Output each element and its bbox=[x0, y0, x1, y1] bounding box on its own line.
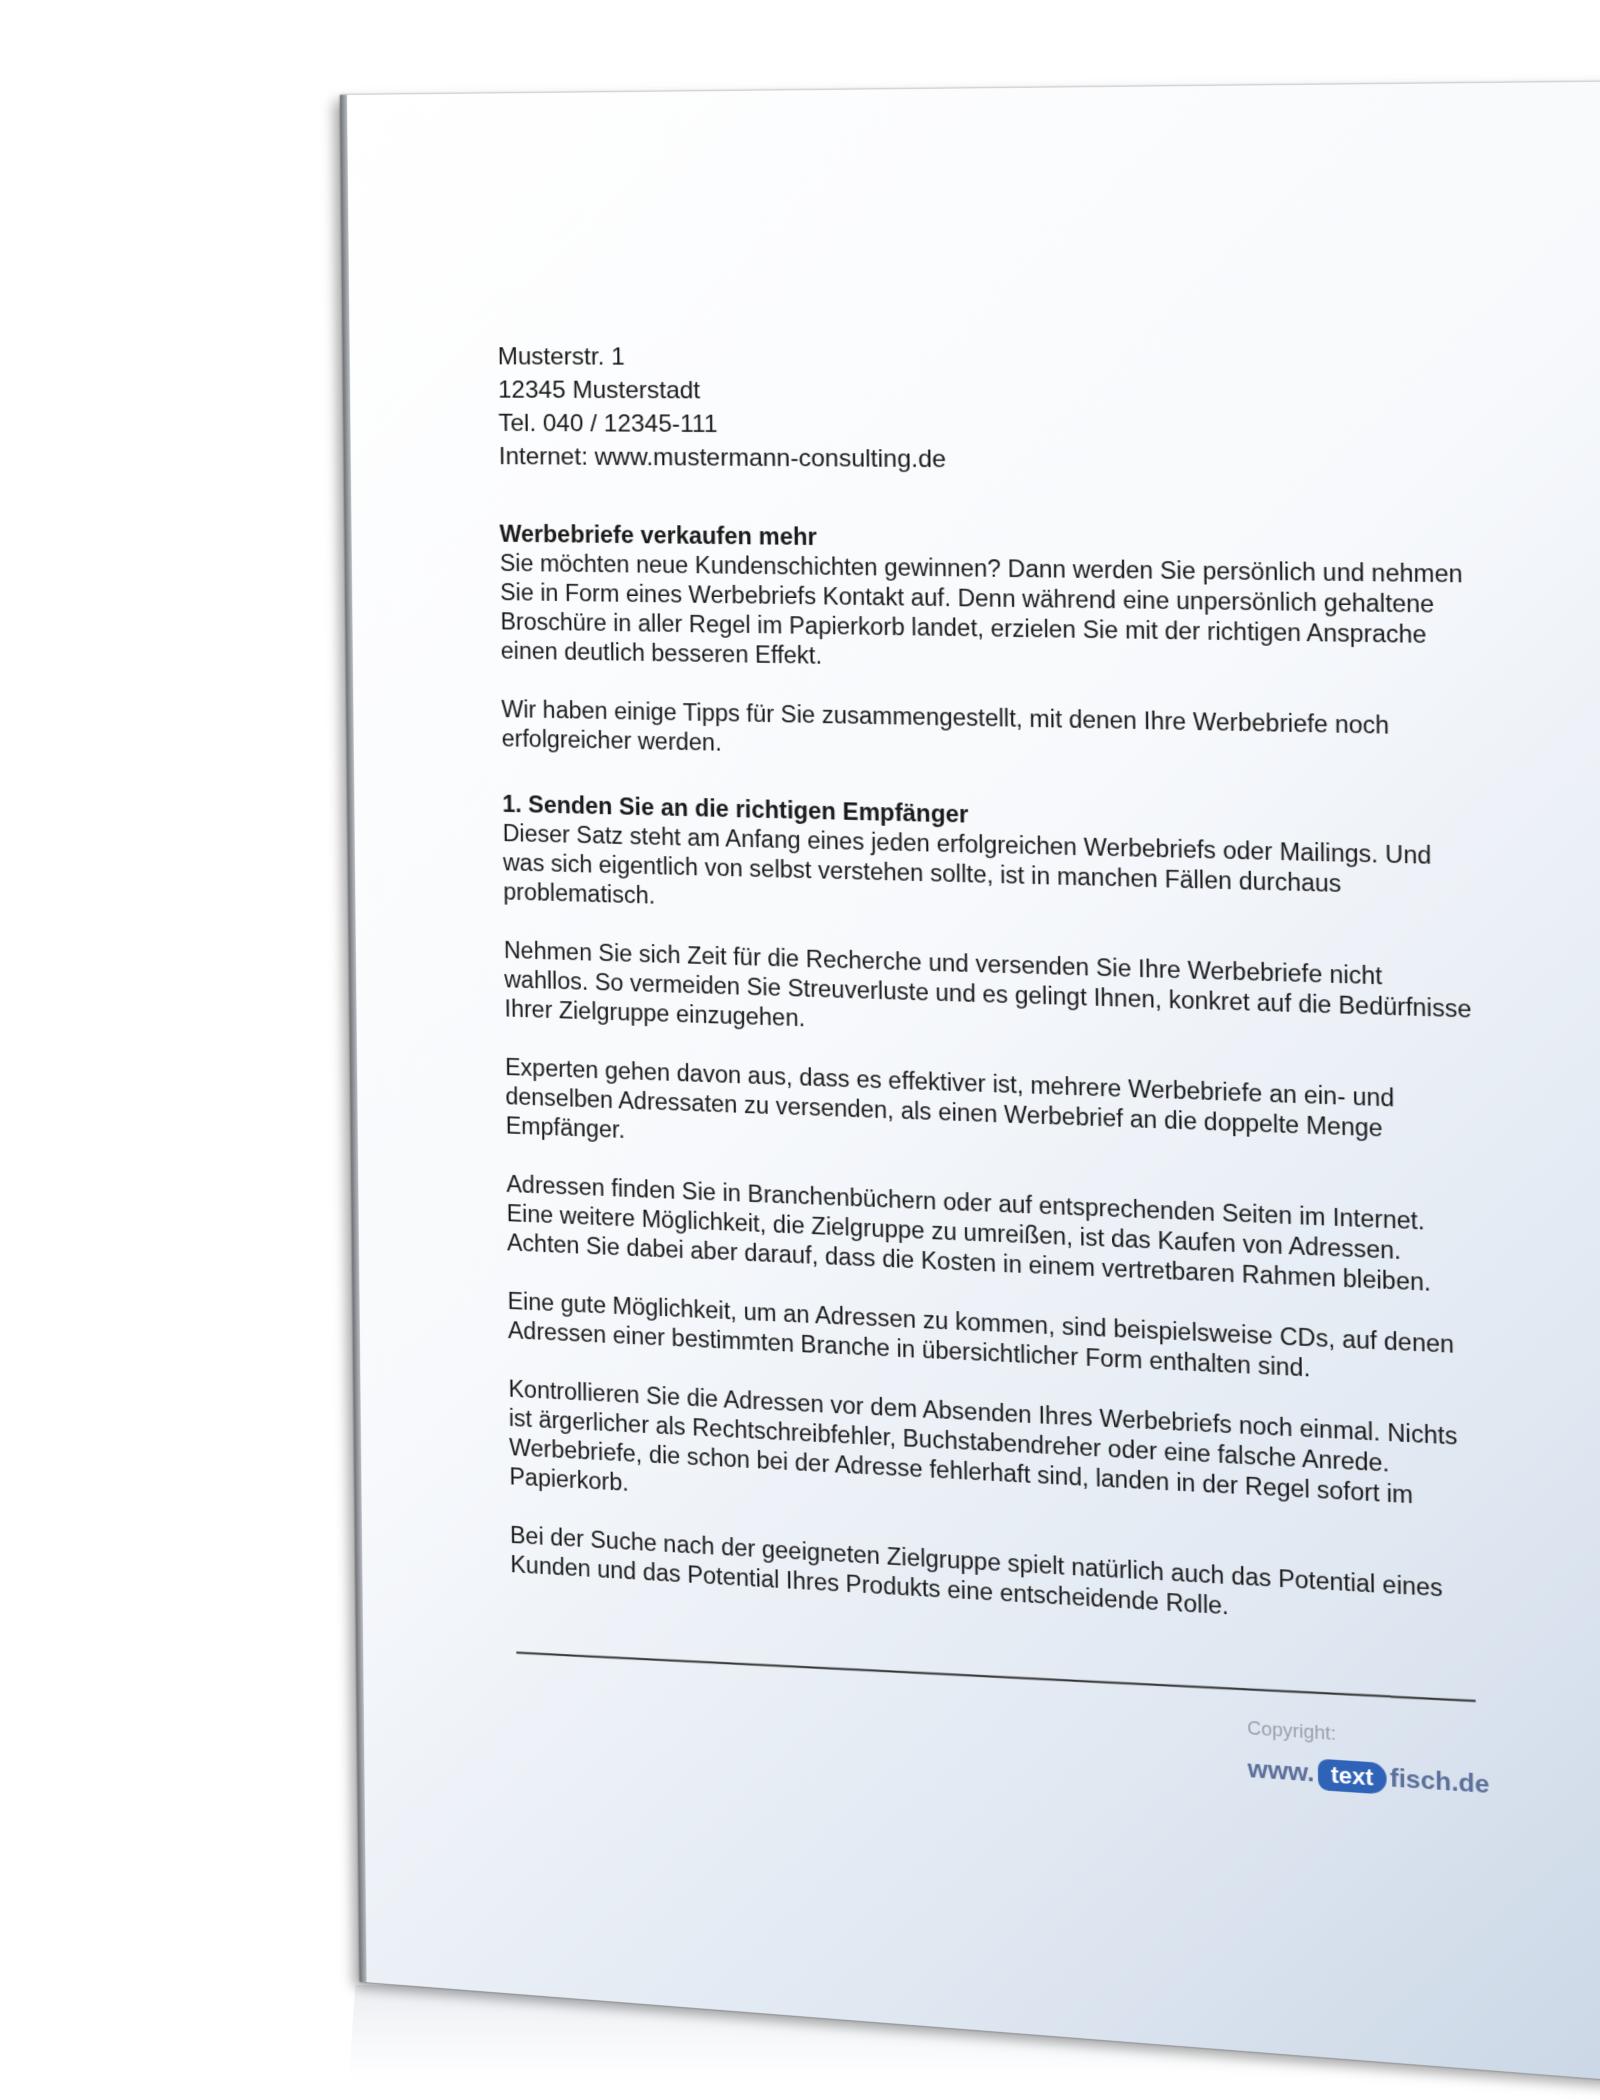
address-street: Musterstr. 1 bbox=[497, 343, 625, 371]
document-page bbox=[340, 82, 1600, 2082]
intro-paragraph: Wir haben einige Tipps für Sie zusammengestellt, mit denen Ihre Werbebriefe noch erfolgreicher werden. bbox=[501, 695, 1390, 756]
section-paragraph: Nehmen Sie sich Zeit für die Recherche und versenden Sie Ihre Werbebriefe nicht wahllos. So vermeiden Sie Streuverluste und es gelingt Ihnen, konkret auf die Bedürfnisse Ihrer Zielgruppe einzugehen. bbox=[503, 936, 1472, 1032]
intro-section bbox=[499, 520, 1471, 774]
copyright-label: Copyright: bbox=[1247, 1717, 1337, 1745]
sender-address bbox=[498, 340, 1468, 480]
section-heading: 1. Senden Sie an die richtigen Empfänger bbox=[502, 790, 969, 828]
section-paragraph: Kontrollieren Sie die Adressen vor dem Absenden Ihres Werbebriefs noch einmal. Nichts ist ärgerlicher als Rechtschreibfehler, Buchstabendreher oder eine falsche Anrede. Werbebriefe, die schon bei der Adresse fehlerhaft sind, landen in der Regel sofort im Papierkorb. bbox=[508, 1375, 1458, 1509]
logo-suffix: .de bbox=[1451, 1768, 1490, 1800]
section-paragraph: Bei der Suche nach der geeigneten Zielgruppe spielt natürlich auch das Potential eines Kunden und das Potential Ihres Produkts eine entscheidende Rolle. bbox=[509, 1521, 1443, 1620]
intro-paragraph: Sie möchten neue Kundenschichten gewinnen? Dann werden Sie persönlich und nehmen Sie in Form eines Werbebriefs Kontakt auf. Denn während eine unpersönlich gehaltene Broschüre in aller Regel im Papierkorb landet, erzielen Sie mit der richtigen Ansprache einen deutlich besseren Effekt. bbox=[499, 549, 1463, 669]
address-internet: Internet: www.mustermann-consulting.de bbox=[498, 442, 947, 474]
section-paragraph: Eine gute Möglichkeit, um an Adressen zu kommen, sind beispielsweise CDs, auf denen Adressen einer bestimmten Branche in übersichtlicher Form enthalten sind. bbox=[507, 1287, 1455, 1382]
address-phone: Tel. 040 / 12345-111 bbox=[498, 409, 718, 439]
section-paragraph: Adressen finden Sie in Branchenbüchern oder auf entsprechenden Seiten im Internet. Eine weitere Möglichkeit, die Zielgruppe zu umreißen, ist das Kaufen von Adressen. Achten Sie dabei aber darauf, dass die Kosten in einem vertretbaren Rahmen bleiben. bbox=[506, 1170, 1432, 1296]
section-paragraph: Dieser Satz steht am Anfang eines jeden erfolgreichen Werbebriefs oder Mailings. Und was sich eigentlich von selbst verstehen sollte, ist in manchen Fällen durchaus problematisch. bbox=[502, 819, 1432, 909]
intro-heading: Werbebriefe verkaufen mehr bbox=[499, 520, 817, 551]
fish-icon: text bbox=[1318, 1759, 1387, 1795]
section-paragraph: Experten gehen davon aus, dass es effektiver ist, mehrere Werbebriefe an ein- und denselben Adressaten zu versenden, als einen Werbebrief an die doppelte Menge Empfänger. bbox=[505, 1053, 1395, 1144]
page-content bbox=[498, 340, 1481, 1667]
address-city: 12345 Musterstadt bbox=[497, 376, 701, 405]
textfisch-logo bbox=[1247, 1754, 1489, 1801]
footer-divider bbox=[516, 1652, 1475, 1702]
tips-section bbox=[502, 790, 1480, 1637]
logo-prefix: www. bbox=[1247, 1755, 1315, 1788]
logo-fisch: fisch bbox=[1389, 1764, 1452, 1797]
